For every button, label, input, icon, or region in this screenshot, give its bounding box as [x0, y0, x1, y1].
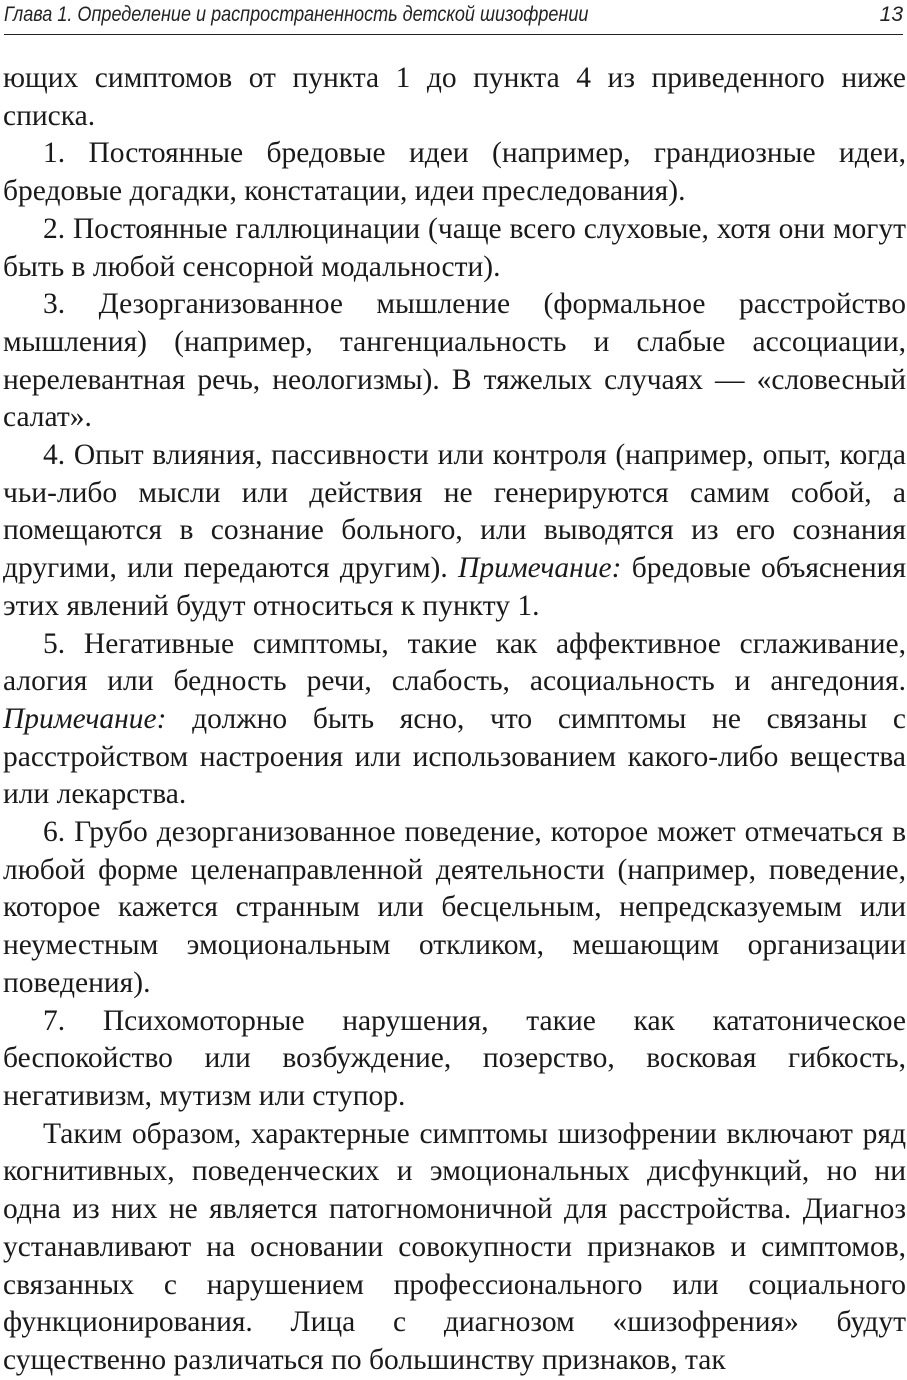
running-header	[4, 0, 903, 35]
list-item-2: 2. Постоянные галлюцинации (чаще всего слуховые, хотя они могут быть в любой сенсорной модальности).	[3, 212, 906, 283]
list-item-5	[3, 626, 906, 815]
page-number: 13	[879, 3, 903, 26]
note-label: Примечание:	[3, 702, 167, 735]
list-item-6: 6. Грубо дезорганизованное поведение, которое может отмечаться в любой форме целенаправленной деятельности (например, поведение, которое кажется странным или бесцельным, непредсказуемым или неуместным эмоциональным откликом, мешающим организации поведения).	[3, 816, 906, 999]
list-item-4-note: бредовые объяснения этих явлений будут относиться к пункту 1.	[3, 552, 907, 622]
body-text	[3, 60, 906, 1380]
summary-paragraph: Таким образом, характерные симптомы шизофрении включают ряд когнитивных, поведенческих и эмоциональных дисфункций, но ни одна из них не является патогномоничной для расстройства. Диагноз устанавливают на основании совокупности признаков и симптомов, связанных с нарушением профессионального или социального функционирования. Лица с диагнозом «шизофрения» будут существенно различаться по большинству признаков, так	[3, 1117, 906, 1376]
list-item-1: 1. Постоянные бредовые идеи (например, грандиозные идеи, бредовые догадки, констатации, идеи преследования).	[3, 137, 906, 208]
note-label: Примечание:	[458, 552, 622, 585]
list-item-4-text: 4. Опыт влияния, пассивности или контроля (например, опыт, когда чьи-либо мысли или действия не генерируются самим собой, а помещаются в сознание больного, или выводятся из его сознания другими, или передаются другим).	[3, 439, 906, 585]
list-item-3: 3. Дезорганизованное мышление (формальное расстройство мышления) (например, тангенциальность и слабые ассоциации, нерелевантная речь, неологизмы). В тяжелых случаях — «словесный салат».	[3, 288, 906, 434]
list-item-4	[3, 437, 906, 626]
list-item-5-text: 5. Негативные симптомы, такие как аффективное сглаживание, алогия или бедность речи, слабость, асоциальность и ангедония.	[3, 627, 906, 698]
list-item-7: 7. Психомоторные нарушения, такие как кататоническое беспокойство или возбуждение, позерство, восковая гибкость, негативизм, мутизм или ступор.	[3, 1004, 906, 1112]
list-item-5-note: должно быть ясно, что симптомы не связаны с расстройством настроения или использованием какого-либо вещества или лекарства.	[3, 702, 906, 811]
chapter-title: Глава 1. Определение и распространенность детской шизофрении	[4, 3, 589, 26]
paragraph-continuation: ющих симптомов от пункта 1 до пункта 4 из приведенного ниже списка.	[3, 62, 906, 132]
